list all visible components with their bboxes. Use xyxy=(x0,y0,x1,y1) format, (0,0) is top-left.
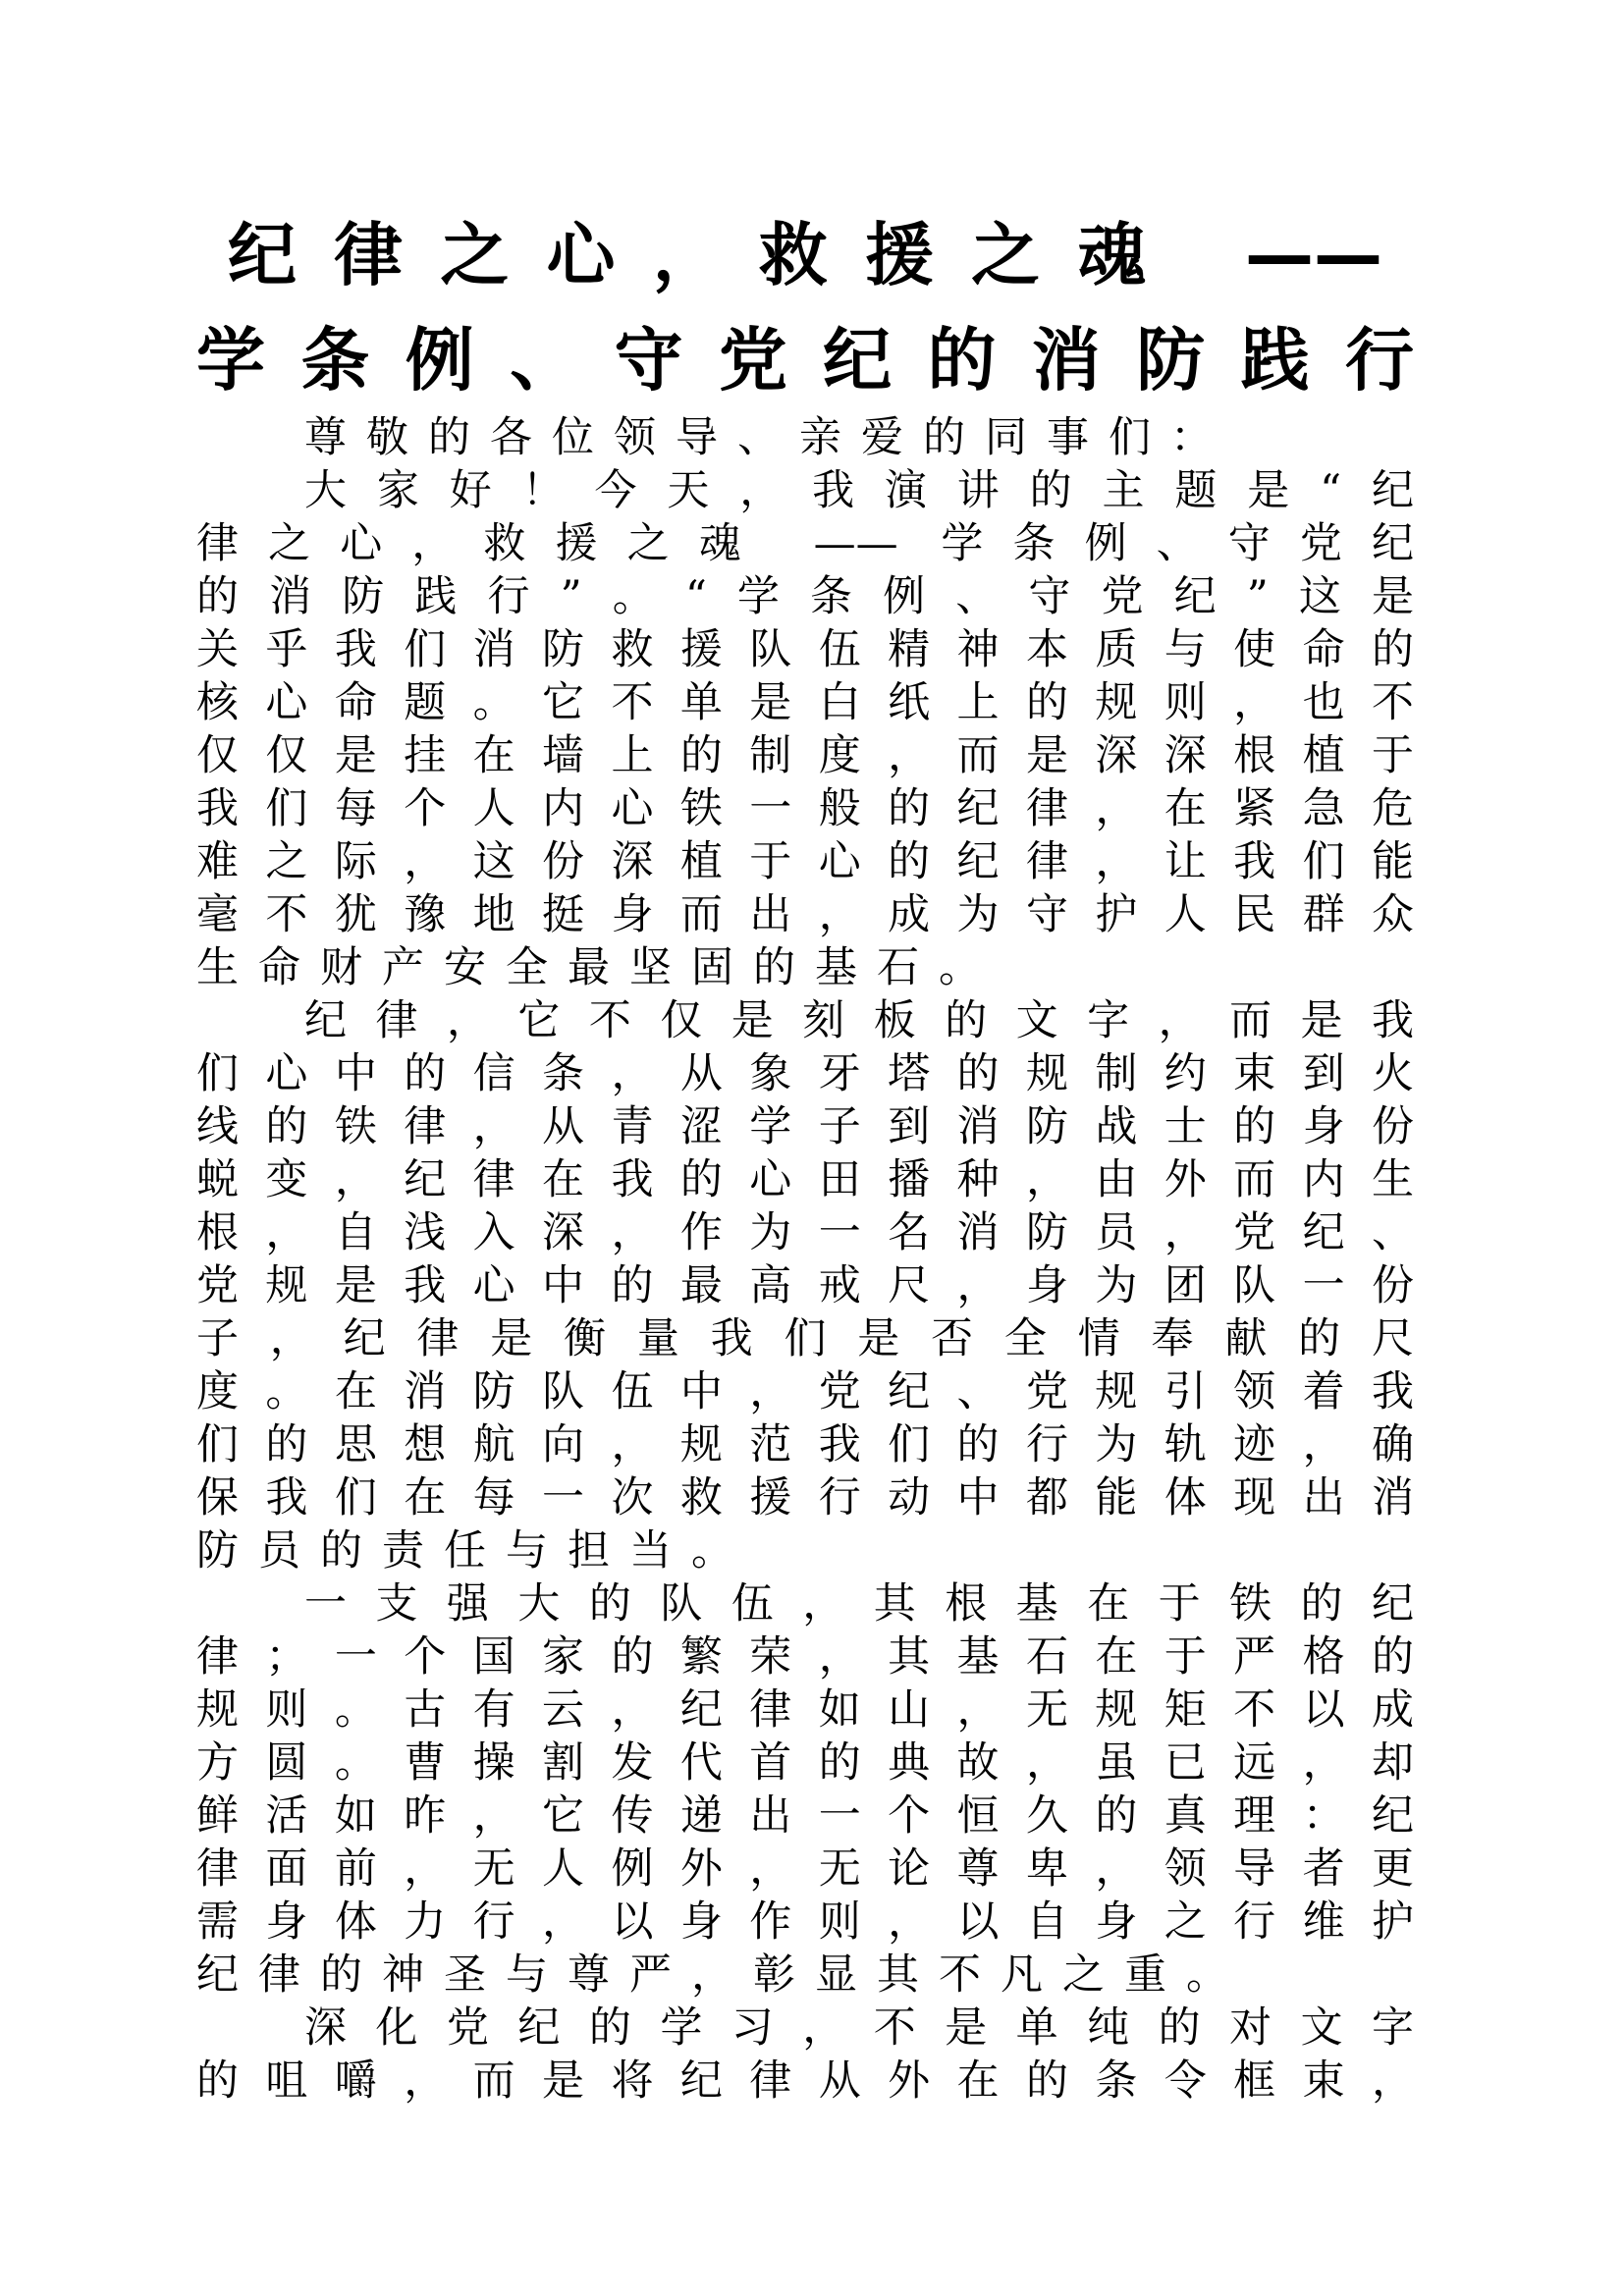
text-line: 关乎我们消防救援队伍精神本质与使命的 xyxy=(196,625,1414,674)
text-line: 的咀嚼，而是将纪律从外在的条令框束， xyxy=(196,2056,1414,2106)
text-line: 蜕变，纪律在我的心田播种，由外而内生 xyxy=(196,1155,1414,1204)
text-line: 线的铁律，从青涩学子到消防战士的身份 xyxy=(196,1102,1414,1151)
text-line: 防员的责任与担当。 xyxy=(196,1526,753,1575)
text-line: 纪律的神圣与尊严，彰显其不凡之重。 xyxy=(196,1950,1248,2000)
text-line: 律面前，无人例外，无论尊卑，领导者更 xyxy=(196,1844,1414,1894)
title-line-2: 学条例、守党纪的消防践行 xyxy=(196,320,1414,400)
text-line: 根，自浅入深，作为一名消防员，党纪、 xyxy=(196,1208,1414,1257)
text-line: 纪律，它不仅是刻板的文字，而是我 xyxy=(304,996,1414,1045)
text-line: 们的思想航向，规范我们的行为轨迹，确 xyxy=(196,1420,1414,1469)
text-line: 子，纪律是衡量我们是否全情奉献的尺 xyxy=(196,1314,1414,1363)
text-line: 大家好！今天，我演讲的主题是“纪 xyxy=(304,466,1414,515)
text-line: 深化党纪的学习，不是单纯的对文字 xyxy=(304,2003,1414,2053)
text-line: 毫不犹豫地挺身而出，成为守护人民群众 xyxy=(196,890,1414,939)
text-line: 党规是我心中的最高戒尺，身为团队一份 xyxy=(196,1261,1414,1310)
text-line: 保我们在每一次救援行动中都能体现出消 xyxy=(196,1473,1414,1522)
text-line: 们心中的信条，从象牙塔的规制约束到火 xyxy=(196,1049,1414,1098)
text-line: 一支强大的队伍，其根基在于铁的纪 xyxy=(304,1579,1414,1629)
text-line: 的消防践行”。“学条例、守党纪”这是 xyxy=(196,572,1414,621)
greeting-line: 尊敬的各位领导、亲爱的同事们： xyxy=(304,413,1232,462)
text-line: 生命财产安全最坚固的基石。 xyxy=(196,943,1001,992)
text-line: 我们每个人内心铁一般的纪律，在紧急危 xyxy=(196,784,1414,833)
text-line: 方圆。曹操割发代首的典故，虽已远，却 xyxy=(196,1738,1414,1788)
text-line: 核心命题。它不单是白纸上的规则，也不 xyxy=(196,678,1414,727)
text-line: 鲜活如昨，它传递出一个恒久的真理：纪 xyxy=(196,1791,1414,1841)
text-line: 难之际，这份深植于心的纪律，让我们能 xyxy=(196,837,1414,886)
text-line: 度。在消防队伍中，党纪、党规引领着我 xyxy=(196,1367,1414,1416)
text-line: 律之心，救援之魂 —— 学条例、守党纪 xyxy=(196,519,1414,568)
text-line: 规则。古有云，纪律如山，无规矩不以成 xyxy=(196,1685,1414,1735)
title-line-1: 纪律之心，救援之魂 —— xyxy=(228,215,1382,295)
body-text xyxy=(196,411,1414,2108)
text-line: 仅仅是挂在墙上的制度，而是深深根植于 xyxy=(196,731,1414,780)
text-line: 需身体力行，以身作则，以自身之行维护 xyxy=(196,1897,1414,1947)
text-line: 律；一个国家的繁荣，其基石在于严格的 xyxy=(196,1632,1414,1682)
